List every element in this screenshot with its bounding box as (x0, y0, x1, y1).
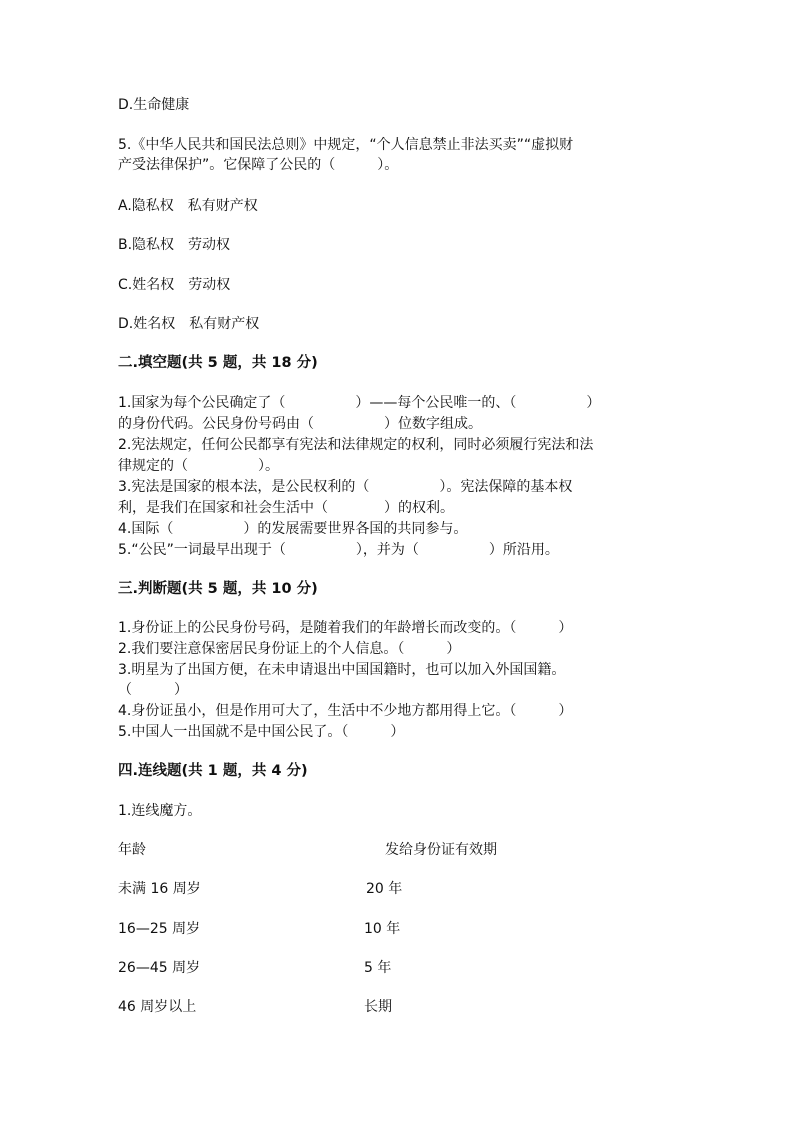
true-false-line: 3.明星为了出国方便，在未申请退出中国国籍时，也可以加入外国国籍。 (118, 662, 566, 678)
q5-option-b: B.隐私权 劳动权 (118, 237, 231, 253)
matching-right-item: 10 年 (364, 921, 401, 937)
fill-in-line: 的身份代码。公民身份号码由（ ）位数字组成。 (118, 416, 482, 432)
matching-left-item: 16—25 周岁 (118, 921, 201, 937)
matching-left-item: 未满 16 周岁 (118, 881, 201, 897)
true-false-line: （ ） (118, 682, 188, 698)
matching-right-item: 5 年 (364, 960, 392, 976)
q5-text-line-2: 产受法律保护”。它保障了公民的（ ）。 (118, 157, 399, 173)
section-heading-fill-in: 二.填空题(共 5 题，共 18 分) (118, 355, 318, 371)
section-heading-matching: 四.连线题(共 1 题，共 4 分) (118, 763, 308, 779)
fill-in-line: 1.国家为每个公民确定了（ ）——每个公民唯一的、（ ） (118, 395, 601, 411)
fill-in-line: 3.宪法是国家的根本法，是公民权利的（ ）。宪法保障的基本权 (118, 479, 573, 495)
q5-option-a: A.隐私权 私有财产权 (118, 198, 258, 214)
fill-in-line: 利，是我们在国家和社会生活中（ ）的权利。 (118, 500, 454, 516)
true-false-line: 4.身份证虽小，但是作用可大了，生活中不少地方都用得上它。（ ） (118, 703, 573, 719)
q5-option-c: C.姓名权 劳动权 (118, 277, 231, 293)
section-heading-true-false: 三.判断题(共 5 题，共 10 分) (118, 581, 318, 597)
true-false-line: 5.中国人一出国就不是中国公民了。（ ） (118, 724, 405, 740)
matching-left-header: 年龄 (118, 842, 146, 858)
true-false-line: 2.我们要注意保密居民身份证上的个人信息。（ ） (118, 641, 461, 657)
q5-option-d: D.姓名权 私有财产权 (118, 316, 260, 332)
matching-question: 1.连线魔方。 (118, 803, 202, 819)
fill-in-line: 4.国际（ ）的发展需要世界各国的共同参与。 (118, 521, 468, 537)
matching-right-header: 发给身份证有效期 (385, 842, 497, 858)
matching-left-item: 26—45 周岁 (118, 960, 201, 976)
fill-in-line: 2.宪法规定，任何公民都享有宪法和法律规定的权利，同时必须履行宪法和法 (118, 437, 594, 453)
matching-right-item: 20 年 (366, 881, 403, 897)
fill-in-line: 律规定的（ ）。 (118, 458, 279, 474)
true-false-line: 1.身份证上的公民身份号码，是随着我们的年龄增长而改变的。（ ） (118, 620, 573, 636)
matching-right-item: 长期 (364, 999, 392, 1015)
fill-in-line: 5.“公民”一词最早出现于（ ），并为（ ）所沿用。 (118, 542, 559, 558)
matching-left-item: 46 周岁以上 (118, 999, 197, 1015)
q4-option-d: D.生命健康 (118, 97, 190, 113)
q5-text-line-1: 5.《中华人民共和国民法总则》中规定，“个人信息禁止非法买卖”“虚拟财 (118, 137, 574, 153)
